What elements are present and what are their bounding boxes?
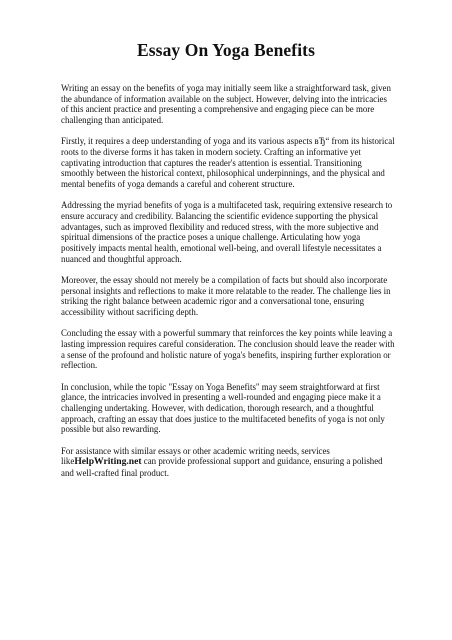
closing-text-after: can provide professional support and guidance, ensuring a polished and well-crafted final product. <box>61 456 383 479</box>
paragraph-intro: Writing an essay on the benefits of yoga may initially seem like a straightforward task, given the abundance of information available on the subject. However, delving into the intricacies of this ancient practice and presenting a comprehensive and engaging piece can be more challenging than anticipated. <box>61 83 391 126</box>
paragraph-understanding: Firstly, it requires a deep understanding of yoga and its various aspects вЂ“ from its historical roots to the diverse forms it has taken in modern society. Crafting an informative yet captivating introduction that captures the reader's attention is essential. Transitioning smoothly between the historical context, philosophical underpinnings, and the physical and mental benefits of yoga demands a careful and coherent structure. <box>61 136 395 190</box>
paragraph-benefits: Addressing the myriad benefits of yoga is a multifaceted task, requiring extensive research to ensure accuracy and credibility. Balancing the scientific evidence supporting the physical advantages, such as improved flexibility and reduced stress, with the more subjective and spiritual dimensions of the practice poses a unique challenge. Articulating how yoga positively impacts mental health, emotional well-being, and overall lifestyle necessitates a nuanced and thoughtful approach. <box>61 200 393 264</box>
page-title: Essay On Yoga Benefits <box>136 40 316 60</box>
paragraph-personal-insights: Moreover, the essay should not merely be a compilation of facts but should also incorporate personal insights and reflections to make it more relatable to the reader. The challenge lies in striking the right balance between academic rigor and a conversational tone, ensuring accessibility without sacrificing depth. <box>61 275 391 318</box>
closing-text-before: For assistance with similar essays or other academic writing needs, services like <box>61 445 330 467</box>
paragraph-summary: Concluding the essay with a powerful summary that reinforces the key points while leaving a lasting impression requires careful consideration. The conclusion should leave the reader with a sense of the profound and holistic nature of yoga's benefits, inspiring further exploration or reflection. <box>61 328 395 371</box>
paragraph-conclusion: In conclusion, while the topic "Essay on Yoga Benefits" may seem straightforward at first glance, the intricacies involved in presenting a well-rounded and engaging piece make it a challenging undertaking. However, with dedication, thorough research, and a thoughtful approach, crafting an essay that does justice to the multifaceted benefits of yoga is not only possible but also rewarding. <box>61 381 385 435</box>
essay-body <box>61 83 396 489</box>
paragraph-closing <box>61 446 396 479</box>
brand-link[interactable]: HelpWriting.net <box>74 456 142 468</box>
